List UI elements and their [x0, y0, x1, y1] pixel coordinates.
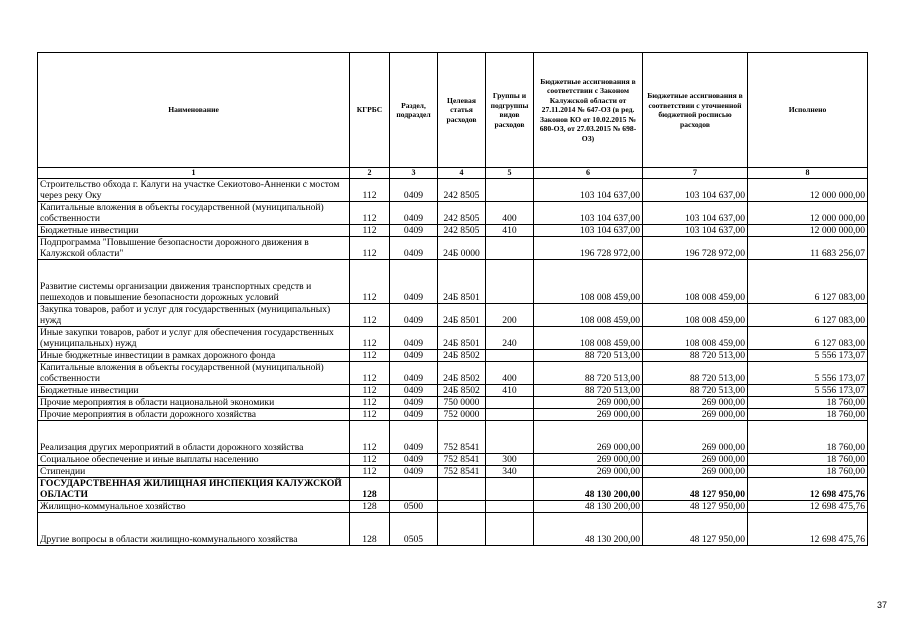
row-section: 0409 [390, 304, 438, 327]
column-number: 5 [486, 168, 534, 179]
row-law-allocation: 108 008 459,00 [534, 327, 643, 350]
row-group [486, 237, 534, 260]
row-law-allocation: 269 000,00 [534, 421, 643, 454]
row-group: 240 [486, 327, 534, 350]
table-row [38, 466, 868, 478]
row-executed: 6 127 083,00 [748, 260, 868, 304]
row-section: 0409 [390, 454, 438, 466]
row-name: ГОСУДАРСТВЕННАЯ ЖИЛИЩНАЯ ИНСПЕКЦИЯ КАЛУЖСКОЙ ОБЛАСТИ [38, 478, 350, 501]
row-refined-allocation: 48 127 950,00 [643, 501, 748, 513]
row-law-allocation: 48 130 200,00 [534, 478, 643, 501]
table-row [38, 202, 868, 225]
row-target: 24Б 8502 [438, 350, 486, 362]
row-refined-allocation: 108 008 459,00 [643, 304, 748, 327]
row-executed: 18 760,00 [748, 421, 868, 454]
row-kgrbs: 112 [350, 260, 390, 304]
row-kgrbs: 112 [350, 350, 390, 362]
row-law-allocation: 88 720 513,00 [534, 362, 643, 385]
row-refined-allocation: 103 104 637,00 [643, 225, 748, 237]
row-law-allocation: 269 000,00 [534, 397, 643, 409]
row-name: Стипендии [38, 466, 350, 478]
row-executed: 12 000 000,00 [748, 225, 868, 237]
row-group [486, 179, 534, 202]
row-group [486, 421, 534, 454]
row-group: 200 [486, 304, 534, 327]
row-section: 0500 [390, 501, 438, 513]
row-kgrbs: 112 [350, 327, 390, 350]
row-refined-allocation: 196 728 972,00 [643, 237, 748, 260]
row-kgrbs: 112 [350, 385, 390, 397]
row-kgrbs: 112 [350, 466, 390, 478]
row-kgrbs: 112 [350, 362, 390, 385]
row-kgrbs: 128 [350, 501, 390, 513]
row-executed: 12 000 000,00 [748, 179, 868, 202]
column-number: 2 [350, 168, 390, 179]
row-group [486, 350, 534, 362]
row-law-allocation: 269 000,00 [534, 466, 643, 478]
page-number: 37 [876, 600, 887, 610]
table-row [38, 362, 868, 385]
row-section: 0409 [390, 327, 438, 350]
row-target: 242 8505 [438, 179, 486, 202]
column-number: 8 [748, 168, 868, 179]
row-name: Прочие мероприятия в области дорожного хозяйства [38, 409, 350, 421]
row-group [486, 409, 534, 421]
row-executed: 12 698 475,76 [748, 478, 868, 501]
row-name: Иные бюджетные инвестиции в рамках дорожного фонда [38, 350, 350, 362]
row-section: 0409 [390, 385, 438, 397]
row-executed: 6 127 083,00 [748, 327, 868, 350]
row-section: 0409 [390, 179, 438, 202]
row-section: 0409 [390, 466, 438, 478]
row-section: 0409 [390, 225, 438, 237]
row-law-allocation: 103 104 637,00 [534, 179, 643, 202]
row-target [438, 501, 486, 513]
row-executed: 6 127 083,00 [748, 304, 868, 327]
row-kgrbs: 112 [350, 202, 390, 225]
row-law-allocation: 103 104 637,00 [534, 202, 643, 225]
table-row [38, 225, 868, 237]
row-section: 0409 [390, 409, 438, 421]
row-law-allocation: 88 720 513,00 [534, 350, 643, 362]
header-refined-allocations: Бюджетные ассигнования в соответствии с уточненной бюджетной росписью расходов [643, 53, 748, 168]
header-section: Раздел, подраздел [390, 53, 438, 168]
row-refined-allocation: 103 104 637,00 [643, 202, 748, 225]
table-row [38, 478, 868, 501]
row-refined-allocation: 88 720 513,00 [643, 385, 748, 397]
row-law-allocation: 269 000,00 [534, 454, 643, 466]
table-row [38, 409, 868, 421]
row-group: 300 [486, 454, 534, 466]
column-number: 1 [38, 168, 350, 179]
column-number-row [38, 168, 868, 179]
row-name: Бюджетные инвестиции [38, 225, 350, 237]
column-number: 7 [643, 168, 748, 179]
row-name: Капитальные вложения в объекты государственной (муниципальной) собственности [38, 202, 350, 225]
row-refined-allocation: 269 000,00 [643, 454, 748, 466]
row-executed: 18 760,00 [748, 466, 868, 478]
row-refined-allocation: 103 104 637,00 [643, 179, 748, 202]
row-name: Иные закупки товаров, работ и услуг для обеспечения государственных (муниципальных) нужд [38, 327, 350, 350]
column-number: 4 [438, 168, 486, 179]
row-target: 752 0000 [438, 409, 486, 421]
row-executed: 18 760,00 [748, 454, 868, 466]
row-name: Капитальные вложения в объекты государственной (муниципальной) собственности [38, 362, 350, 385]
row-kgrbs: 112 [350, 304, 390, 327]
row-refined-allocation: 108 008 459,00 [643, 260, 748, 304]
row-group [486, 260, 534, 304]
row-name: Другие вопросы в области жилищно-коммунального хозяйства [38, 513, 350, 546]
table-row [38, 513, 868, 546]
row-refined-allocation: 269 000,00 [643, 421, 748, 454]
row-section: 0409 [390, 202, 438, 225]
row-kgrbs: 112 [350, 179, 390, 202]
row-law-allocation: 108 008 459,00 [534, 260, 643, 304]
row-group [486, 397, 534, 409]
row-section [390, 478, 438, 501]
row-target: 242 8505 [438, 202, 486, 225]
row-target: 752 8541 [438, 466, 486, 478]
row-group [486, 478, 534, 501]
row-executed: 12 698 475,76 [748, 513, 868, 546]
row-executed: 12 000 000,00 [748, 202, 868, 225]
row-law-allocation: 88 720 513,00 [534, 385, 643, 397]
header-target: Целевая статья расходов [438, 53, 486, 168]
row-group: 340 [486, 466, 534, 478]
row-refined-allocation: 48 127 950,00 [643, 478, 748, 501]
row-name: Жилищно-коммунальное хозяйство [38, 501, 350, 513]
row-group [486, 501, 534, 513]
row-executed: 5 556 173,07 [748, 350, 868, 362]
row-refined-allocation: 48 127 950,00 [643, 513, 748, 546]
row-executed: 5 556 173,07 [748, 385, 868, 397]
row-kgrbs: 128 [350, 513, 390, 546]
row-refined-allocation: 269 000,00 [643, 409, 748, 421]
column-number: 6 [534, 168, 643, 179]
row-law-allocation: 48 130 200,00 [534, 513, 643, 546]
row-section: 0409 [390, 421, 438, 454]
row-group: 410 [486, 225, 534, 237]
row-group [486, 513, 534, 546]
table-row [38, 385, 868, 397]
row-target: 24Б 8501 [438, 260, 486, 304]
row-section: 0409 [390, 397, 438, 409]
row-refined-allocation: 269 000,00 [643, 466, 748, 478]
row-executed: 12 698 475,76 [748, 501, 868, 513]
row-target [438, 513, 486, 546]
column-number: 3 [390, 168, 438, 179]
table-row [38, 350, 868, 362]
row-kgrbs: 112 [350, 409, 390, 421]
table-row [38, 501, 868, 513]
row-group: 410 [486, 385, 534, 397]
table-row [38, 179, 868, 202]
header-group: Группы и подгруппы видов расходов [486, 53, 534, 168]
row-law-allocation: 269 000,00 [534, 409, 643, 421]
row-refined-allocation: 88 720 513,00 [643, 362, 748, 385]
row-kgrbs: 112 [350, 421, 390, 454]
budget-table [37, 52, 868, 546]
row-refined-allocation: 108 008 459,00 [643, 327, 748, 350]
row-group: 400 [486, 362, 534, 385]
row-name: Социальное обеспечение и иные выплаты населению [38, 454, 350, 466]
row-refined-allocation: 269 000,00 [643, 397, 748, 409]
row-law-allocation: 48 130 200,00 [534, 501, 643, 513]
row-target: 24Б 8502 [438, 362, 486, 385]
row-section: 0409 [390, 362, 438, 385]
header-executed: Исполнено [748, 53, 868, 168]
table-row [38, 397, 868, 409]
row-target: 750 0000 [438, 397, 486, 409]
row-name: Закупка товаров, работ и услуг для государственных (муниципальных) нужд [38, 304, 350, 327]
table-row [38, 304, 868, 327]
row-target: 752 8541 [438, 454, 486, 466]
row-kgrbs: 112 [350, 397, 390, 409]
row-executed: 18 760,00 [748, 397, 868, 409]
row-name: Бюджетные инвестиции [38, 385, 350, 397]
row-executed: 11 683 256,07 [748, 237, 868, 260]
row-executed: 18 760,00 [748, 409, 868, 421]
row-kgrbs: 112 [350, 454, 390, 466]
table-row [38, 454, 868, 466]
row-target: 24Б 8501 [438, 304, 486, 327]
row-target: 24Б 8502 [438, 385, 486, 397]
row-target: 242 8505 [438, 225, 486, 237]
row-section: 0409 [390, 260, 438, 304]
row-kgrbs: 128 [350, 478, 390, 501]
row-name: Подпрограмма "Повышение безопасности дорожного движения в Калужской области" [38, 237, 350, 260]
row-law-allocation: 196 728 972,00 [534, 237, 643, 260]
row-target: 24Б 0000 [438, 237, 486, 260]
row-target [438, 478, 486, 501]
row-law-allocation: 108 008 459,00 [534, 304, 643, 327]
row-section: 0409 [390, 350, 438, 362]
table-row [38, 421, 868, 454]
row-name: Строительство обхода г. Калуги на участке Секиотово-Анненки с мостом через реку Оку [38, 179, 350, 202]
row-section: 0505 [390, 513, 438, 546]
row-section: 0409 [390, 237, 438, 260]
table-row [38, 260, 868, 304]
table-row [38, 327, 868, 350]
row-name: Прочие мероприятия в области национальной экономики [38, 397, 350, 409]
row-law-allocation: 103 104 637,00 [534, 225, 643, 237]
row-kgrbs: 112 [350, 237, 390, 260]
row-target: 752 8541 [438, 421, 486, 454]
header-name: Наименование [38, 53, 350, 168]
table-row [38, 237, 868, 260]
row-name: Реализация других мероприятий в области дорожного хозяйства [38, 421, 350, 454]
header-row [38, 53, 868, 168]
header-kgrbs: КГРБС [350, 53, 390, 168]
row-name: Развитие системы организации движения транспортных средств и пешеходов и повышение безопасности дорожных условий [38, 260, 350, 304]
row-kgrbs: 112 [350, 225, 390, 237]
row-group: 400 [486, 202, 534, 225]
row-target: 24Б 8501 [438, 327, 486, 350]
header-law-allocations: Бюджетные ассигнования в соответствии с Законом Калужской области от 27.11.2014 № 647-ОЗ (в ред. Законов КО от 10.02.2015 № 680-ОЗ, от 27.03.2015 № 698-ОЗ) [534, 53, 643, 168]
row-executed: 5 556 173,07 [748, 362, 868, 385]
row-refined-allocation: 88 720 513,00 [643, 350, 748, 362]
